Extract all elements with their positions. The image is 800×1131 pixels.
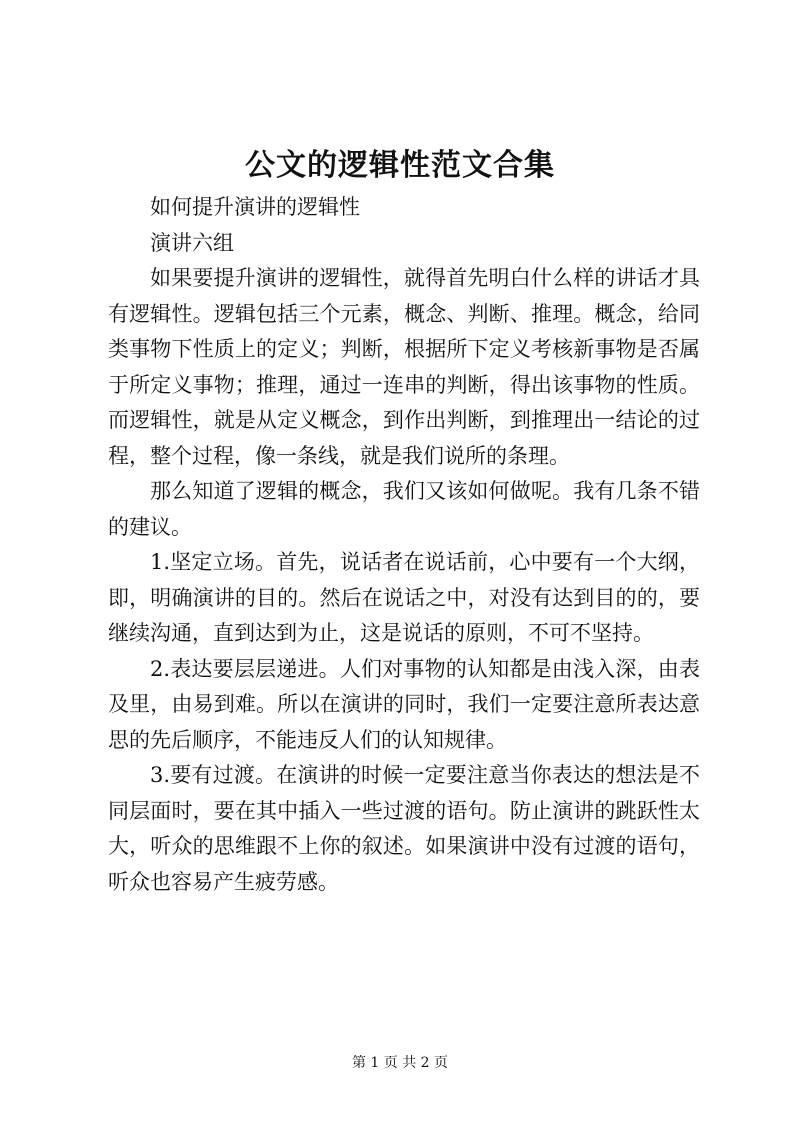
document-body: [108, 190, 700, 900]
paragraph-intro: 如果要提升演讲的逻辑性，就得首先明白什么样的讲话才具有逻辑性。逻辑包括三个元素，概念、判断、推理。概念，给同类事物下性质上的定义；判断，根据所下定义考核新事物是否属于所定义事物；推理，通过一连串的判断，得出该事物的性质。而逻辑性，就是从定义概念，到作出判断，到推理出一结论的过程，整个过程，像一条线，就是我们说所的条理。: [108, 266, 700, 468]
paragraph-subtitle: 如何提升演讲的逻辑性: [150, 195, 360, 219]
paragraph-point-1: 1.坚定立场。首先，说话者在说话前，心中要有一个大纲，即，明确演讲的目的。然后在说话之中，对没有达到目的的，要继续沟通，直到达到为止，这是说话的原则，不可不坚持。: [108, 550, 700, 645]
paragraph-transition: 那么知道了逻辑的概念，我们又该如何做呢。我有几条不错的建议。: [108, 479, 700, 539]
document-title: 公文的逻辑性范文合集: [245, 148, 555, 183]
page-footer: 第 1 页 共 2 页: [351, 1055, 449, 1071]
paragraph-author: 演讲六组: [150, 230, 234, 255]
paragraph-point-2: 2.表达要层层递进。人们对事物的认知都是由浅入深，由表及里，由易到难。所以在演讲的同时，我们一定要注意所表达意思的先后顺序，不能违反人们的认知规律。: [108, 656, 700, 752]
paragraph-point-3: 3.要有过渡。在演讲的时候一定要注意当你表达的想法是不同层面时，要在其中插入一些过渡的语句。防止演讲的跳跃性太大，听众的思维跟不上你的叙述。如果演讲中没有过渡的语句，听众也容易产生疲劳感。: [108, 763, 700, 894]
